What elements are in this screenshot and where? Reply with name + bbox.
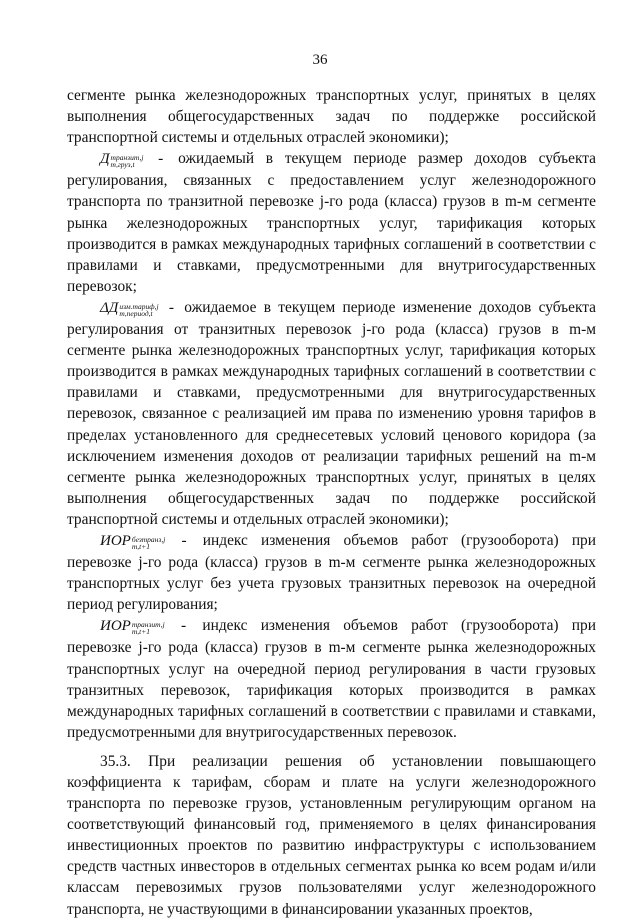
symbol-subscript: m,t+1: [131, 541, 151, 551]
definition-dash: -: [158, 150, 164, 168]
symbol-base: ИОР: [100, 618, 131, 635]
symbol-superscript: транзит,j: [131, 620, 165, 630]
definition-text: ожидаемый в текущем периоде размер доходов субъекта регулирования, связанных с предоставлением услуг железнодорожного транспорта по транзитной перевозке j-го рода (класса) грузов в m-м сегменте рынка железнодорожных транспортных услуг, тарификация которых производится в рамках международных тарифных соглашений в соответствии с правилами и ставками, предусмотренными для внутригосударственных перевозок;: [67, 150, 596, 295]
symbol-superscript: транзит,j: [110, 153, 144, 163]
formula-symbol: [100, 151, 144, 170]
definition-dash: -: [168, 298, 174, 316]
symbol-subscript: m,t+1: [131, 627, 151, 637]
definition-volume-index-transit: [67, 615, 596, 743]
paragraph-spacer: [67, 743, 596, 751]
paragraph-continuation: сегменте рынка железнодорожных транспортных услуг, принятых в целях выполнения общегосударственных задач по поддержке российской транспортной системы и отдельных отраслей экономики);: [67, 87, 596, 147]
definition-text: ожидаемое в текущем периоде изменение доходов субъекта регулирования от транзитных перевозок j-го рода (класса) грузов в m-м сегменте рынка железнодорожных транспортных услуг, тарификация которых производится в рамках международных тарифных соглашений в соответствии с правилами и ставками, предусмотренными для внутригосударственных перевозок, связанное с реализацией им права по изменению уровня тарифов в пределах установленного для среднесетевых условий ценового коридора (за исключением изменения доходов от реализации тарифных решений на m-м сегменте рынка железнодорожных транспортных услуг, принятых в целях выполнения общегосударственных задач по поддержке российской транспортной системы и отдельных отраслей экономики);: [67, 298, 596, 528]
page-number: 36: [312, 52, 328, 68]
definition-dash: -: [180, 617, 187, 635]
symbol-indices: [132, 621, 165, 635]
clause-35-3: 35.3. При реализации решения об установлении повышающего коэффициента к тарифам, сборам и плате на услуги железнодорожного транспорта по перевозке грузов, установленным регулирующим органом на соответствующий финансовый год, применяемого в целях финансирования инвестиционных проектов по развитию инфраструктуры с использованием средств частных инвесторов в отдельных сегментах рынка ко всем родам и/или классам перевозимых грузов пользователями услуг железнодорожного транспорта, не участвующими в финансировании указанных проектов,: [67, 752, 596, 918]
symbol-indices: [111, 154, 144, 168]
symbol-subscript: m,груз,t: [110, 160, 135, 170]
symbol-superscript: изм.тариф,j: [119, 301, 159, 311]
formula-symbol: [100, 618, 165, 637]
definition-text: индекс изменения объемов работ (грузооборота) при перевозке j-го рода (класса) грузов в m-м сегменте рынка железнодорожных транспортных услуг на очередной период регулирования в части грузовых транзитных перевозок, тарификация которых производится в рамках международных тарифных соглашений в соответствии с правилами и ставками, предусмотренными для внутригосударственных перевозок.: [67, 617, 596, 741]
document-body: [67, 85, 596, 920]
symbol-indices: [119, 303, 158, 317]
symbol-base: ΔД: [100, 299, 119, 316]
definition-revenue-change: [67, 297, 596, 530]
formula-symbol: [100, 533, 165, 549]
symbol-indices: [132, 536, 165, 550]
formula-symbol: [100, 300, 159, 316]
symbol-base: Д: [100, 151, 110, 168]
symbol-superscript: безтранз,j: [131, 534, 166, 544]
symbol-base: ИОР: [100, 532, 131, 549]
symbol-subscript: m,период,t: [119, 308, 153, 318]
definition-volume-index-no-transit: [67, 530, 596, 615]
definition-text: индекс изменения объемов работ (грузооборота) при перевозке j-го рода (класса) грузов в m-м сегменте рынка железнодорожных транспортных услуг без учета грузовых транзитных перевозок на очередной период регулирования;: [67, 531, 596, 614]
definition-transit-revenue: [67, 148, 596, 297]
definition-dash: -: [181, 531, 187, 549]
